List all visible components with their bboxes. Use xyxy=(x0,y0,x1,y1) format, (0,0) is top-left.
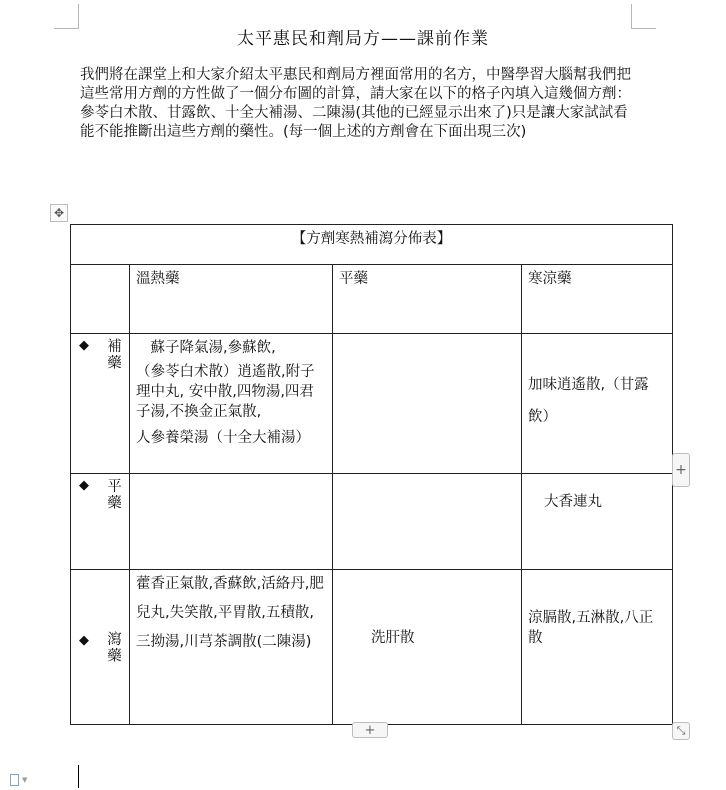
add-row-button[interactable] xyxy=(352,722,388,738)
add-column-button[interactable] xyxy=(672,453,690,487)
text-cursor xyxy=(78,765,79,788)
table-move-handle[interactable] xyxy=(50,204,68,222)
cell-purge-cold[interactable] xyxy=(522,570,673,725)
cell-neutral-warm[interactable] xyxy=(130,474,333,570)
document-icon[interactable] xyxy=(10,773,38,787)
move-icon: ✥ xyxy=(53,206,65,220)
bullet-icon: ◆ xyxy=(79,478,89,493)
table-resize-handle[interactable] xyxy=(672,722,690,740)
cell-text: 大香連丸 xyxy=(544,494,602,510)
header-corner-cell[interactable] xyxy=(71,265,130,334)
row-label: 平藥 xyxy=(105,478,121,511)
header-cold[interactable]: 寒涼藥 xyxy=(522,265,673,334)
cell-tonify-neutral[interactable] xyxy=(333,334,522,474)
cell-neutral-cold[interactable] xyxy=(522,474,673,570)
cell-purge-neutral[interactable] xyxy=(333,570,522,725)
cell-line: 人參養榮湯（十全大補湯） xyxy=(136,430,310,446)
cell-purge-warm[interactable] xyxy=(130,570,333,725)
header-warm[interactable]: 溫熱藥 xyxy=(130,265,333,334)
sheet-icon xyxy=(10,774,19,786)
distribution-table xyxy=(70,224,673,725)
cell-tonify-warm[interactable] xyxy=(130,334,333,474)
cell-line: 蘇子降氣湯,參蘇飲, xyxy=(136,340,276,356)
bullet-icon: ◆ xyxy=(79,338,89,353)
row-header-neutral[interactable] xyxy=(71,474,130,570)
row-header-purge[interactable] xyxy=(71,570,130,725)
resize-icon: ⤡ xyxy=(676,724,686,737)
cell-text: 涼膈散,五淋散,八正散 xyxy=(528,610,654,646)
header-neutral[interactable]: 平藥 xyxy=(333,265,522,334)
cell-neutral-neutral[interactable] xyxy=(333,474,522,570)
chevron-down-icon: ▼ xyxy=(22,776,28,784)
document-title[interactable]: 太平惠民和劑局方——課前作業 xyxy=(237,29,489,49)
plus-icon: + xyxy=(364,722,376,738)
cell-line: （參苓白术散）逍遙散,附子理中丸, 安中散,四物湯,四君子湯,不換金正氣散, xyxy=(136,364,315,420)
row-label: 瀉藥 xyxy=(105,630,121,664)
bullet-icon: ◆ xyxy=(79,632,89,648)
plus-icon: + xyxy=(675,462,687,478)
cell-text: 洗肝散 xyxy=(371,630,415,646)
cell-text: 加味逍遙散,（甘露飲） xyxy=(528,376,649,425)
cell-text: 藿香正氣散,香蘇飲,活絡丹,肥兒丸,失笑散,平胃散,五積散,三拗湯,川芎茶調散(二陳湯) xyxy=(136,576,324,650)
row-label: 補藥 xyxy=(105,338,121,371)
intro-paragraph[interactable]: 我們將在課堂上和大家介紹太平惠民和劑局方裡面常用的名方，中醫學習大腦幫我們把這些常用方劑的方性做了一個分布圖的計算，請大家在以下的格子內填入這幾個方劑：參苓白术散、甘露飲、十全大補湯、二陳湯(其他的已經显示出來了)只是讓大家試試看能不能推斷出這些方劑的藥性。(每一個上述的方劑會在下面出現三次) xyxy=(80,67,631,140)
row-header-tonify[interactable] xyxy=(71,334,130,474)
table-caption[interactable]: 【方劑寒熱補瀉分佈表】 xyxy=(71,225,673,265)
cell-tonify-cold[interactable] xyxy=(522,334,673,474)
